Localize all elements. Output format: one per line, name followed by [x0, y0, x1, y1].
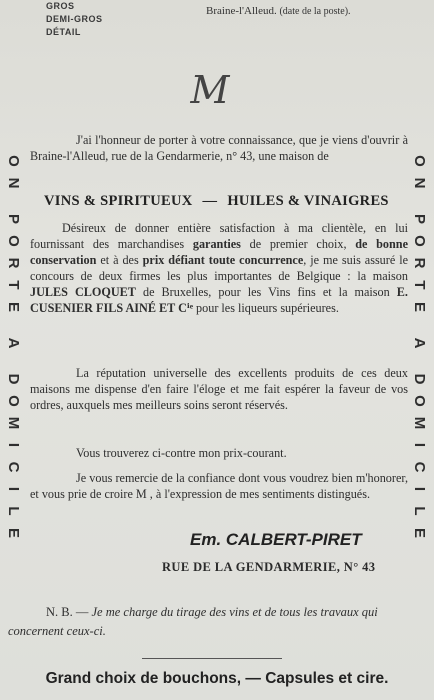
side-letter: N — [5, 177, 22, 189]
place-and-date — [206, 5, 351, 17]
side-letter: E — [5, 301, 22, 312]
nota-bene — [8, 603, 428, 641]
side-letter: T — [5, 280, 22, 290]
side-letter: O — [411, 155, 428, 167]
product-heading — [44, 193, 400, 210]
side-letter: I — [5, 486, 22, 492]
side-letter: T — [411, 280, 428, 290]
text-run: Désireux de donner entière satisfaction à ma clientèle, en lui fournissant des marchandises — [30, 221, 408, 251]
side-letter: O — [411, 235, 428, 247]
side-letter: O — [5, 395, 22, 407]
side-letter: O — [5, 155, 22, 167]
text-run: pour les liqueurs supérieures. — [192, 301, 339, 315]
side-letter: I — [411, 486, 428, 492]
date-note: (date de la poste). — [279, 6, 351, 17]
side-letter: C — [411, 461, 428, 473]
footer-dash: — — [245, 670, 261, 687]
monogram: M — [190, 68, 230, 112]
side-letter: I — [5, 442, 22, 448]
side-letter: M — [411, 416, 428, 430]
side-letter: C — [5, 461, 22, 473]
bold-run: garanties — [192, 237, 241, 251]
side-letter: P — [411, 213, 428, 224]
side-letter: M — [5, 416, 22, 430]
side-letter: P — [5, 213, 22, 224]
side-text-left — [2, 150, 24, 544]
supplier-paragraph — [30, 220, 408, 316]
nb-text: Je me charge du tirage des vins et de tous les travaux qui concernent ceux-ci. — [8, 605, 378, 638]
reputation-paragraph: La réputation universelle des excellents produits de ces deux maisons me dispense d'en faire l'éloge et me fait espérer la faveur de vos ordres, auxquels mes meilleurs soins seront réservés. — [30, 366, 408, 412]
heading-dash: — — [202, 193, 218, 209]
side-letter: I — [411, 442, 428, 448]
trade-type-detail: DÉTAIL — [46, 27, 81, 37]
thanks-paragraph: Je vous remercie de la confiance dont vous voudrez bien m'honorer, et vous prie de croire M , à l'expression de mes sentiments distingués. — [30, 471, 408, 501]
side-letter: A — [411, 337, 428, 349]
side-letter: E — [5, 527, 22, 538]
bold-run: de bonne conservation — [30, 237, 408, 267]
side-letter: R — [5, 257, 22, 269]
text-run: et à des — [96, 253, 143, 267]
bold-run: JULES CLOQUET — [30, 285, 136, 299]
footer-line — [4, 670, 430, 688]
nb-label: N. B. — — [46, 605, 89, 619]
side-letter: L — [411, 506, 428, 516]
side-letter: E — [411, 301, 428, 312]
trade-types — [46, 0, 103, 39]
heading-oils: HUILES & VINAIGRES — [227, 193, 389, 209]
address: RUE DE LA GENDARMERIE, N° 43 — [162, 560, 376, 574]
footer-corks: Grand choix de bouchons, — [45, 670, 242, 687]
text-run: , je me suis assuré le concours de deux firmes les plus importantes de Belgique : la maison — [30, 253, 409, 283]
bold-run: E. CUSENIER FILS AINÉ ET Cⁱᵉ — [30, 285, 408, 315]
trade-type-gros: GROS — [46, 1, 75, 11]
trade-type-demi-gros: DEMI-GROS — [46, 14, 103, 24]
text-run: de Bruxelles, pour les Vins fins et la maison — [135, 285, 397, 299]
footer-capsules: Capsules et cire. — [265, 670, 389, 687]
side-letter: N — [411, 177, 428, 189]
signature: Em. CALBERT-PIRET — [190, 530, 362, 549]
side-letter: O — [411, 395, 428, 407]
intro-paragraph: J'ai l'honneur de porter à votre connaissance, que je viens d'ouvrir à Braine-l'Alleud, rue de la Gendarmerie, n° 43, une maison de — [30, 133, 408, 163]
side-letter: E — [411, 527, 428, 538]
side-letter: D — [411, 373, 428, 385]
bold-run: prix défiant toute concurrence — [142, 253, 304, 267]
side-letter: D — [5, 373, 22, 385]
side-letter: R — [411, 257, 428, 269]
divider-rule — [142, 658, 282, 659]
side-letter: O — [5, 235, 22, 247]
side-letter: A — [5, 337, 22, 349]
side-text-right — [408, 150, 430, 544]
text-run: de premier choix, — [240, 237, 356, 251]
price-list-paragraph: Vous trouverez ci-contre mon prix-courant. — [76, 446, 287, 460]
heading-wines: VINS & SPIRITUEUX — [44, 193, 193, 209]
side-letter: L — [5, 506, 22, 516]
place-name: Braine-l'Alleud. — [206, 5, 277, 17]
